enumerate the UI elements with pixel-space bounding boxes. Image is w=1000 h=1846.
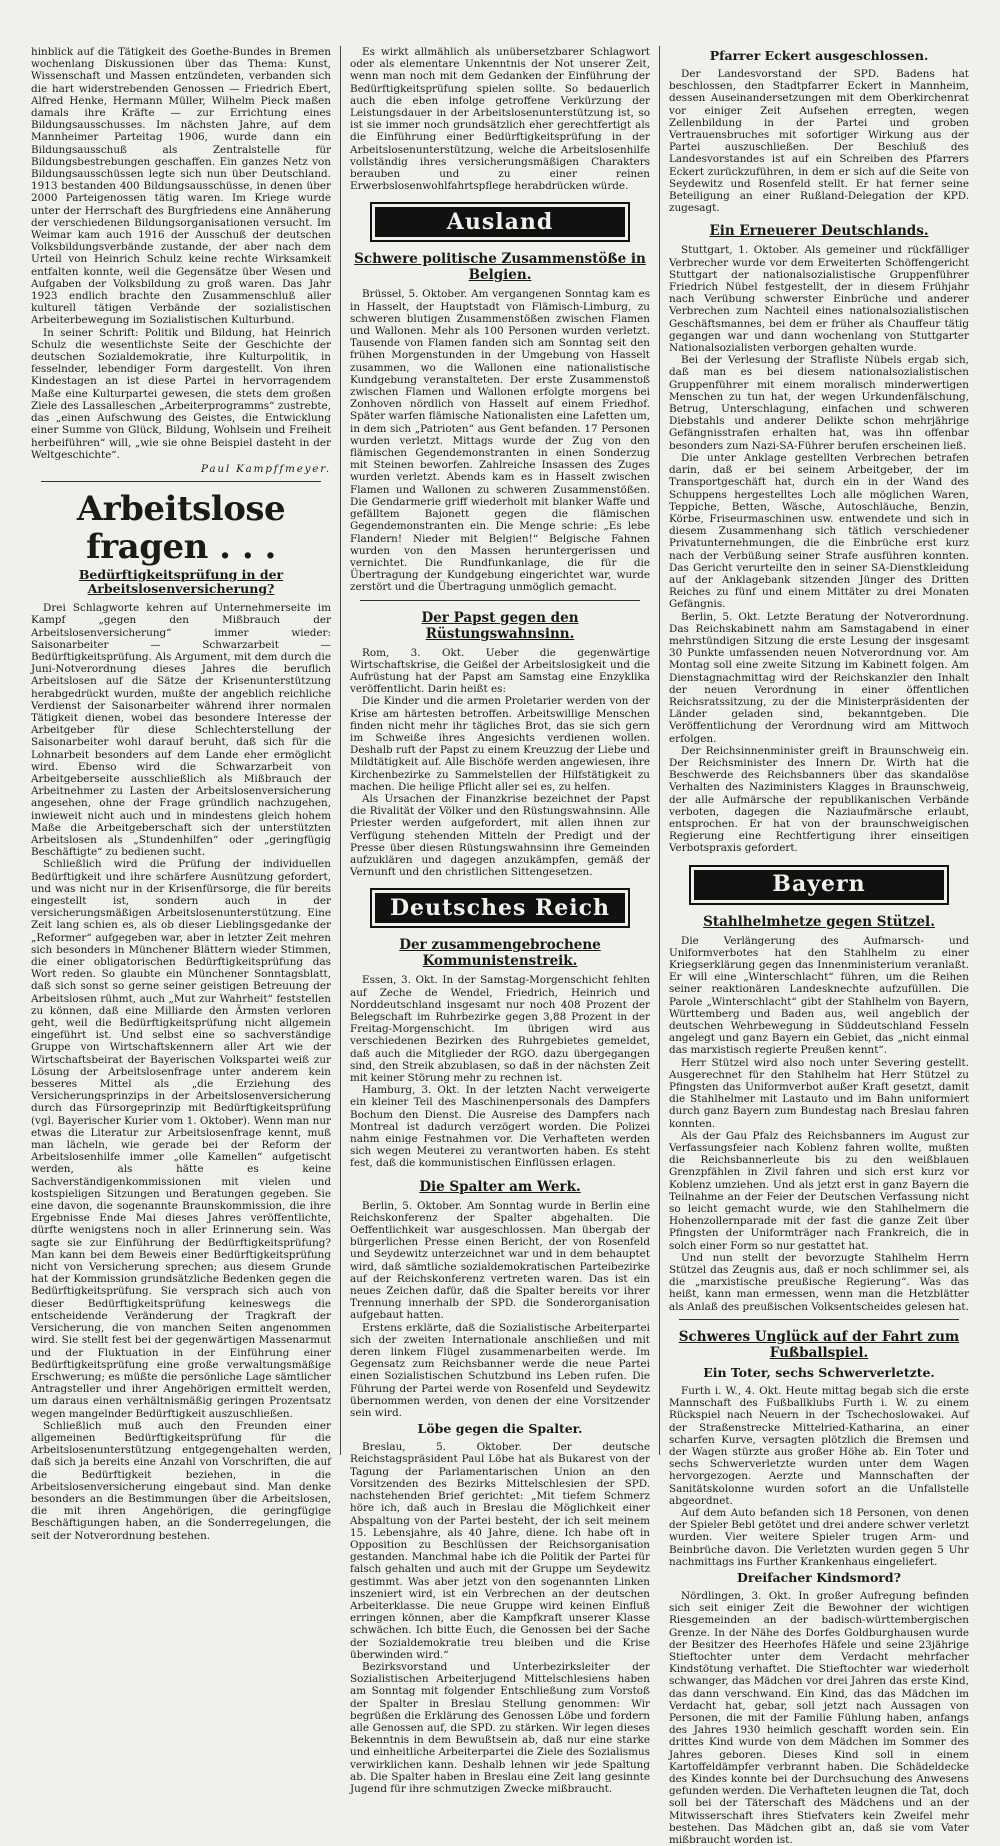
- article-paragraph: Essen, 3. Okt. In der Samstag-Morgenschicht fehlten auf Zeche de Wendel, Friedrich, Heinrich und Norddeutschland insgesamt nur noch 408 Prozent der Belegschaft im Ruhrbezirke gegen 3,88 Prozent in der Freitag-Morgenschicht. Im übrigen wird aus verschiedenen Bezirken des Ruhrgebietes gemeldet, daß auch die Mitglieder der RGO. dazu übergegangen sind, den Streik abzublasen, so daß in der nächsten Zeit mit keiner Störung mehr zu rechnen ist.: [350, 974, 650, 1084]
- divider: [41, 481, 321, 482]
- article-paragraph: Herr Stützel wird also noch unter Severing gestellt. Ausgerechnet für den Stahlhelm hat Herr Stützel zu Pfingsten das Uniformverbot außer Kraft gesetzt, damit die Stahlhelmer mit Lastauto und im Bahn uniformiert durch ganz Bayern zum Bundestag nach Breslau fahren konnten.: [669, 1056, 969, 1130]
- section-banner-ausland: Ausland: [370, 202, 630, 242]
- headline-unglueck: Schweres Unglück auf der Fahrt zum Fußballspiel.: [678, 1328, 960, 1361]
- headline-pfarrer-eckert: Pfarrer Eckert ausgeschlossen.: [709, 48, 929, 63]
- headline-papst: Der Papst gegen den Rüstungswahnsinn.: [421, 609, 579, 642]
- article-paragraph: Breslau, 5. Oktober. Der deutsche Reichstagspräsident Paul Löbe hat als Bukarest von der Tagung der Parlamentarischen Union an den Vorsitzenden des Bezirks Mittelschlesien der SPD. nachstehenden Brief gerichtet: „Mit tiefem Schmerz höre ich, daß auch in Breslau die Möglichkeit einer Abspaltung von der Partei besteht, der ich seit meinem 15. Lebensjahre, als 40 Jahre, diene. Ich habe oft in Opposition zu Beschlüssen der Reichsorganisation gestanden. Manchmal habe ich die Politik der Partei für falsch gehalten und auch mit der Gruppe um Seydewitz gestimmt. Was aber jetzt von den sogenannten Linken inszeniert wird, ist ein Verbrechen an der deutschen Arbeiterklasse. Die neue Gruppe wird keinen Einfluß erringen können, aber die Kampfkraft unserer Klasse schwächen. Ich bitte Euch, die Genossen bei der Sache der Sozialdemokratie treu bleiben und die Krise überwinden wird.“: [350, 1441, 650, 1661]
- article-paragraph: Der Reichsinnenminister greift in Braunschweig ein. Der Reichsminister des Innern Dr. Wirth hat die Beschwerde des Reichsbanners über das skandalöse Verhalten des Naziministers Klagges in Braunschweig, der alle Aufmärsche der republikanischen Verbände verboten, dagegen die Naziaufmärsche erlaubt, entsprochen. Er hat von der braunschweigischen Regierung eine Rechtfertigung ihrer einseitigen Verbotspraxis gefordert.: [669, 744, 969, 855]
- article-paragraph: Bei der Verlesung der Strafliste Nübels ergab sich, daß man es bei diesem nationalsozialistischen Gruppenführer mit einem moralisch minderwertigen Menschen zu tun hat, der wegen Urkundenfälschung, Betrug, Unterschlagung, einfachen und schweren Diebstahls und anderer Delikte schon mehrjährige Gefängnisstrafen erhalten hat, was ihn offenbar besonders zum Nazi-SA-Führer berufen erscheinen ließ.: [669, 354, 969, 452]
- subheadline-beduerftigkeit: Bedürftigkeitsprüfung in der Arbeitslosenversicherung?: [78, 567, 284, 597]
- headline-kommunistenstreik: Der zusammengebrochene Kommunistenstreik.: [399, 937, 601, 970]
- divider: [679, 1319, 959, 1320]
- article-paragraph: Als Ursachen der Finanzkrise bezeichnet der Papst die Rivalität der Völker und den Rüstungswahnsinn. Alle Priester werden aufgefordert, mit allen ihnen zur Verfügung stehenden Mitteln der Predigt und der Presse über diesen Rüstungswahnsinn ihre Gemeinden aufzuklären und dagegen anzukämpfen, gemäß der Vernunft und den christlichen Sittengesetzen.: [350, 792, 650, 879]
- article-paragraph: Die Kinder und die armen Proletarier werden von der Krise am härtesten betroffen. Arbeitswillige Menschen finden nicht mehr ihr tägliches Brot, das sie sich gern im Schweiße ihres Angesichts verdienen wollen. Deshalb ruft der Papst zu einem Kreuzzug der Liebe und Mildtätigkeit auf. Alle Bischöfe werden angewiesen, ihre Kirchenbezirke zu Sammelstellen der Hilfstätigkeit zu machen. Die heilige Pflicht aller sei es, zu helfen.: [350, 695, 650, 793]
- section-banner-bayern: Bayern: [689, 865, 949, 905]
- headline-belgien: Schwere politische Zusammenstöße in Belgien.: [354, 251, 646, 284]
- article-paragraph: Es wirkt allmählich als unübersetzbarer Schlagwort oder als elementare Unkenntnis der Not unserer Zeit, wenn man noch mit dem Gedanken der Einführung der Bedürftigkeitsprüfung spielen sollte. So bedauerlich auch die eben infolge getroffene Verkürzung der Leistungsdauer in der Arbeitslosenunterstützung ist, so ist sie immer noch grundsätzlich eher gerechtfertigt als die Einführung einer Bedürftigkeitsprüfung in der Arbeitslosenunterstützung, welche die Arbeitslosenhilfe vollständig ihres versicherungsmäßigen Charakters berauben und zu einer reinen Erwerbslosenwohlfahrtspflege herabdrücken würde.: [350, 46, 650, 193]
- subheadline-toter: Ein Toter, sechs Schwerverletzte.: [703, 1364, 935, 1380]
- article-paragraph: hinblick auf die Tätigkeit des Goethe-Bundes in Bremen wochenlang Diskussionen über das Thema: Kunst, Wissenschaft und Massen entzündeten, verbanden sich die hart widerstrebenden Genossen — Friedrich Ebert, Alfred Henke, Hermann Müller, Wilhelm Pieck maßen damals ihre Kräfte — zur Errichtung eines Bildungsausschusses. Im nächsten Jahre, auf dem Mannheimer Parteitag 1906, wurde dann ein Bildungsausschuß als Zentralstelle für Bildungsbestrebungen geschaffen. Ein ganzes Netz von Bildungsausschüssen legte sich nun über Deutschland. 1913 bestanden 400 Bildungsausschüsse, in denen über 2000 Parteigenossen tätig waren. Im Kriege wurde unter der Herrschaft des Burgfriedens eine Annäherung der verschiedenen Bildungsorganisationen versucht. Im Weimar kam auch 1916 der Ausschuß der deutschen Volksbildungsverbände zustande, der aber nach dem Urteil von Heinrich Schulz keine rechte Wirksamkeit entfalten konnte, weil die Gegensätze über Wesen und Aufgaben der Volksbildung zu groß waren. Das Jahr 1923 endlich brachte den Zusammenschluß aller kulturell tätigen Verbände der sozialistischen Arbeiterbewegung im Sozialistischen Kulturbund.: [31, 46, 331, 327]
- article-paragraph: In seiner Schrift: Politik und Bildung, hat Heinrich Schulz die wesentlichste Seite der Geschichte der deutschen Sozialdemokratie, ihre Kulturpolitik, in fesselnder, lebendiger Form dargestellt. Von ihren Kindestagen an ist diese Partei in hervorragendem Maße eine Kulturpartei gewesen, die stets dem großen Ziele des Lassalleschen „Arbeiterprogramms“ zustrebte, das „einen Aufschwung des Geistes, die Entwicklung einer Summe von Glück, Bildung, Wohlsein und Freiheit herbeiführen“ will, „wie sie ohne Beispiel dasteht in der Weltgeschichte“.: [31, 326, 331, 461]
- article-paragraph: Die Verlängerung des Aufmarsch- und Uniformverbotes hat den Stahlhelm zu einer Kriegserklärung gegen das Innenministerium veranlaßt. Er will eine „Winterschlacht“ führen, um die Reihen seiner reaktionären Landesknechte aufzufüllen. Die Parole „Winterschlacht“ gibt der Stahlhelm von Bayern, Württemberg und Baden aus, weil angeblich der deutschen Wehrbewegung in Süddeutschland Fesseln angelegt und ganz Bayern ein Gebiet, das „nicht einmal das marxistisch regierte Preußen kennt“.: [669, 934, 969, 1057]
- article-paragraph: Erstens erklärte, daß die Sozialistische Arbeiterpartei sich der zweiten Internationale anschließen und mit deren linkem Flügel zusammenarbeiten werde. Im Gegensatz zum Reichsbanner werde die neue Partei einen Sozialistischen Schutzbund ins Leben rufen. Die Führung der Partei werde von Rosenfeld und Seydewitz übernommen werden, von denen der eine Vorsitzender sein wird.: [350, 1321, 650, 1420]
- headline-spalter: Die Spalter am Werk.: [419, 1178, 581, 1195]
- headline-stahlhelm: Stahlhelmhetze gegen Stützel.: [703, 913, 935, 930]
- column-grid: [22, 46, 978, 1846]
- headline-loebe: Löbe gegen die Spalter.: [417, 1421, 583, 1437]
- headline-kindsmord: Dreifacher Kindsmord?: [737, 1569, 901, 1585]
- column-left: [22, 46, 340, 1542]
- divider: [360, 600, 640, 601]
- article-paragraph: Als der Gau Pfalz des Reichsbanners im August zur Verfassungsfeier nach Koblenz fahren wollte, mußten die Reichsbannerleute bis zu den weißblauen Grenzpfählen in Zivil fahren und sich erst kurz vor Koblenz umziehen. Und als jetzt erst in ganz Bayern die Teilnahme an der Feier der Deutschen Verfassung nicht so leicht gemacht wurde, wie den Stahlhelmern die Hohenzollernparade mit der fast die ganze Zeit über Pfingsten der Uniformträger nach Frankreich, die in solch einer Form so nur gestattet hat.: [669, 1129, 969, 1252]
- article-paragraph: Drei Schlagworte kehren auf Unternehmerseite im Kampf „gegen den Mißbrauch der Arbeitslosenversicherung“ immer wieder: Saisonarbeiter — Schwarzarbeit — Bedürftigkeitsprüfung. Als Argument, mit dem durch die Juni-Notverordnung dieses Jahres die beruflich Arbeitslosen auf die Sätze der Krisenunterstützung herabgedrückt wurden, mußte der angeblich reichliche Verdienst der Saisonarbeiter während ihrer normalen Tätigkeit dienen, wobei das besondere Interesse der Arbeitgeber für diese Schlechterstellung der Saisonarbeiter wohl darauf beruht, daß sich für die Lohnarbeit besonders auf dem Lande eher ermöglicht wird. Ebenso wird die Schwarzarbeit von Arbeitgeberseite ausschließlich als Mißbrauch der Arbeitnehmer zu Lasten der Arbeitslosenversicherung angesehen, ohne der Frage gründlich nachzugehen, inwieweit nicht auch und in mindestens gleich hohem Maße die Arbeitgeberschaft sich der unterstützten Arbeitslosen als „Stundenhilfen“ oder „geringfügig Beschäftigte“ zu bedienen sucht.: [31, 602, 331, 859]
- article-paragraph: Auf dem Auto befanden sich 18 Personen, von denen der Spieler Bebl getötet und drei andere schwer verletzt wurden. Vier weitere Spieler trugen Arm- und Beinbrüche davon. Die Verletzten wurden gegen 5 Uhr nachmittags ins Further Krankenhaus eingeliefert.: [669, 1506, 969, 1568]
- article-paragraph: Der Landesvorstand der SPD. Badens hat beschlossen, den Stadtpfarrer Eckert in Mannheim, dessen Auseinandersetzungen mit dem Oberkirchenrat vor einiger Zeit Aufsehen erregten, wegen Zellenbildung in der Partei und groben Vertrauensbruches mit sofortiger Wirkung aus der Partei auszuschließen. Der Beschluß des Landesvorstandes ist auf ein Schreiben des Pfarrers Eckert zurückzuführen, in dem er sich auf die Seite von Seydewitz und Rosenfeld stellt. Er hat ferner seine Beteiligung an einer Rußland-Delegation der KPD. zugesagt.: [669, 68, 969, 215]
- article-paragraph: Brüssel, 5. Oktober. Am vergangenen Sonntag kam es in Hasselt, der Hauptstadt von Flämisch-Limburg, zu schweren blutigen Zusammenstößen zwischen Flamen und Wallonen. Mehr als 100 Personen wurden verletzt. Tausende von Flamen fanden sich am Sonntag seit den frühen Morgenstunden in der Umgebung von Hasselt zusammen, wo die Wallonen eine nationalistische Kundgebung veranstalteten. Der erste Zusammenstoß zwischen Flamen und Wallonen erfolgte morgens bei Zonhoven nördlich von Hasselt auf einem Friedhof. Später warfen flämische Nationalisten eine Lafetten um, in dem sich „Patrioten“ aus Gent befanden. 17 Personen wurden verletzt. Mittags wurde der Zug von den flämischen Gegendemonstranten in einen Sonderzug mit Steinen beworfen. Zahlreiche Insassen des Zuges wurden verletzt. Abends kam es in Hasselt zwischen Flamen und Wallonen zu schweren Zusammenstößen. Die Gendarmerie griff wiederholt mit blanker Waffe und gefälltem Bajonett gegen die flämischen Gegendemonstranten ein. Die Menge schrie: „Es lebe Flandern! Nieder mit Belgien!“ Belgische Fahnen wurden von den Massen heruntergerissen und vernichtet. Die Rundfunkanlage, die für die Übertragung der Kundgebung eingerichtet war, wurde zerstört und die Übertragung unmöglich gemacht.: [350, 288, 650, 594]
- article-paragraph: Nördlingen, 3. Okt. In großer Aufregung befinden sich seit einiger Zeit die Bewohner der wichtigen Riesgemeinden an der badisch-württembergischen Grenze. In der Nähe des Dorfes Goldburghausen wurde der Besitzer des Heerhofes Häfele und seine 23jährige Stieftochter unter dem Verdacht mehrfacher Kindstötung verhaftet. Die Stieftochter war wiederholt schwanger, das Mädchen vor drei Jahren das erste Kind, das dann verschwand. Ein Kind, das das Mädchen im Verdacht hat, gebar, soll jetzt nach Aussagen von Personen, die mit der Familie Fühlung haben, anfangs des Jahres 1930 heimlich geschafft worden sein. Ein drittes Kind wurde von dem Mädchen im Sommer des Jahres geboren. Dieses Kind soll in einem Kartoffeldämpfer verbrannt haben. Die Schädeldecke des Kindes konnte bei der Durchsuchung des Anwesens gefunden werden. Die Verhafteten leugnen die Tat, doch soll bei der Täterschaft des Mädchens und an der Mitwisserschaft ihres Stiefvaters kein Zweifel mehr bestehen. Das Mädchen gibt an, daß sie vom Vater mißbraucht worden ist.: [669, 1589, 969, 1846]
- article-paragraph: Rom, 3. Okt. Ueber die gegenwärtige Wirtschaftskrise, die Geißel der Arbeitslosigkeit und die Aufrüstung hat der Papst am Samstag eine Enzyklika veröffentlicht. Darin heißt es:: [350, 646, 650, 696]
- headline-arbeitslose: Arbeitslose fragen . . .: [76, 489, 286, 568]
- column-right: [659, 46, 978, 1846]
- article-paragraph: Die unter Anklage gestellten Verbrechen betrafen darin, daß er bei seinem Arbeitgeber, der im Transportgeschäft hat, durch ein in der Wand des Schuppens hergestelltes Loch alle möglichen Waren, Teppiche, Betten, Wäsche, Autoschläuche, Benzin, Körbe, Friseurmaschinen usw. entwendete und sich in diesem Zusammenhang sich tätlich verschiedener Privatunternehmungen, die die Einbrüche erst kurz nach der Verbüßung seiner Strafe ausführen konnten. Das Gericht verurteilte den in seiner SA-Dienstkleidung auf der Anklagebank sitzenden Jünger des Dritten Reiches zu fünf und einem Mittäter zu drei Monaten Gefängnis.: [669, 451, 969, 611]
- article-paragraph: Berlin, 5. Oktober. Am Sonntag wurde in Berlin eine Reichskonferenz der Spalter abgehalten. Die Oeffentlichkeit war ausgeschlossen. Man übergab der bürgerlichen Presse einen Bericht, der von Rosenfeld und Seydewitz unterzeichnet war und in dem behauptet wird, daß sämtliche sozialdemokratischen Parteibezirke auf der Reichskonferenz vertreten waren. Das ist ein neues Zeichen dafür, daß die Spalter bereits vor ihrer Trennung innerhalb der SPD. die Sonderorganisation aufgebaut hatten.: [350, 1199, 650, 1322]
- article-paragraph: Schließlich wird die Prüfung der individuellen Bedürftigkeit und ihre schärfere Ausnützung gefordert, und was nicht nur in der Krisenfürsorge, die für bereits eingestellt ist, sondern auch in der versicherungsmäßigen Arbeitslosenunterstützung. Eine Zeit lang schien es, als ob dieser Lieblingsgedanke der „Reformer“ aufgegeben war, aber in letzter Zeit mehren sich besonders in Münchener Blättern wieder Stimmen, die einer obligatorischen Bedürftigkeitsprüfung das Wort reden. So glaubte ein Münchener Sonntagsblatt, daß sich sonst so gerne seiner geistigen Betreuung der Arbeitslosen rühmt, auch „Mut zur Wahrheit“ feststellen zu können, daß eine Milliarde den Ärmsten verloren geht, weil die Bedürftigkeitsprüfung nicht allgemein eingeführt ist. Und selbst eine so sachverständige Gruppe von Wirtschaftskennern aller Art wie der Wirtschaftsbeirat der Bayerischen Volkspartei weiß zur Lösung der Arbeitslosenfrage unter anderem kein besseres Mittel als „die Erziehung des Versicherungsprinzips in der Arbeitslosenversicherung durch das Fürsorgeprinzip mit Bedürftigkeitsprüfung (vgl. Bayerischer Kurier vom 1. Oktober). Wenn man nur etwas die Literatur zur Arbeitslosenfrage kennt, muß man lächeln, wie gerade bei der Reform der Arbeitslosenhilfe immer „olle Kamellen“ aufgetischt werden, als hätte es keine Sachverständigenkommissionen mit vielen und kostspieligen Sitzungen und Beratungen gegeben. Sie eine davon, die sogenannte Braunskommission, die ihre Ergebnisse Ende Mai dieses Jahres veröffentlichte, dürfte wenigstens noch in aller Erinnerung sein. Was sagte sie zur Einführung der Bedürftigkeitsprüfung? Man kann bei dem Beweis einer Bedürftigkeitsprüfung nicht von Versicherung sprechen; aus diesem Grunde hat der Kommission grundsätzliche Bedenken gegen die Bedürftigkeitsprüfung. Sie versprach sich auch von dieser Bedürftigkeitsprüfung keineswegs die entscheidende Veränderung der Tragkraft der Versicherung, die von manchen Seiten angenommen wird. Sie stellt fest bei der gegenwärtigen Massenarmut und der Fluktuation in der Einführung einer Bedürftigkeitsprüfung eine große verwaltungsmäßige Erschwerung; es müßte die persönliche Lage sämtlicher Antragsteller und ihrer Angehörigen ermittelt werden, um daraus einen verhältnismäßig geringen Prozentsatz wegen mangelnder Bedürftigkeit auszuschließen.: [31, 858, 331, 1420]
- author-byline: Paul Kampffmeyer.: [201, 462, 331, 475]
- article-paragraph: Bezirksvorstand und Unterbezirksleiter der Sozialistischen Arbeiterjugend Mittelschlesiens haben am Sonntag mit folgender Entschließung zum Vorstoß der Spalter in Breslau Stellung genommen: Wir begrüßen die Erklärung des Genossen Löbe und fordern alle Genossen auf, die SPD. zu stärken. Wir legen dieses Bekenntnis in dem Bewußtsein ab, daß nur eine starke und einheitliche Arbeiterpartei die Ziele des Sozialismus verwirklichen kann. Deshalb lehnen wir jede Spaltung ab. Die Spalter haben in Breslau eine Zeit lang gesinnte Jugend für ihre schmutzigen Zwecke mißbraucht.: [350, 1660, 650, 1795]
- article-paragraph: Furth i. W., 4. Okt. Heute mittag begab sich die erste Mannschaft des Fußballklubs Furth i. W. zu einem Rückspiel nach Neuern in der Tschechoslowakei. Auf der Straßenstrecke Mittelried-Katharina, an einer scharfen Kurve, versagten plötzlich die Bremsen und der Wagen stürzte aus großer Höhe ab. Ein Toter und sechs Schwerverletzte wurden unter dem Wagen hervorgezogen. Aerzte und Mannschaften der Sanitätskolonne wurden sofort an die Unfallstelle abgeordnet.: [669, 1384, 969, 1507]
- article-paragraph: Und nun stellt der bevorzugte Stahlhelm Herrn Stützel das Zeugnis aus, daß er noch schlimmer sei, als die „marxistische preußische Regierung“. Was das heißt, kann man ermessen, wenn man die Hetzblätter als Anlaß des preußischen Volksentscheides gelesen hat.: [669, 1251, 969, 1313]
- section-banner-deutsches-reich: Deutsches Reich: [370, 888, 630, 928]
- headline-erneuerer: Ein Erneuerer Deutschlands.: [709, 223, 929, 240]
- article-paragraph: Berlin, 5. Okt. Letzte Beratung der Notverordnung. Das Reichskabinett nahm am Samstagabend in einer mehrstündigen Sitzung die erste Lesung der insgesamt 30 Punkte umfassenden neuen Notverordnung vor. Am Montag soll eine zweite Sitzung im Kabinett folgen. Am Dienstagnachmittag wird der Reichskanzler den Inhalt der neuen Verordnung in einer öffentlichen Reichsratssitzung, zu der die Ministerpräsidenten der Länder geladen sind, bekanntgeben. Die Veröffentlichung der Verordnung wird am Mittwoch erfolgen.: [669, 610, 969, 745]
- article-paragraph: Schließlich muß auch den Freunden einer allgemeinen Bedürftigkeitsprüfung für die Arbeitslosenunterstützung entgegengehalten werden, daß sich ja bereits eine Anzahl von Vorschriften, die auf die Bedürftigkeit beziehen, in die Arbeitslosenversicherung eingebaut sind. Man denke besonders an die Bestimmungen über die Arbeitslosen, die mit ihren Angehörigen, die geringfügige Beschäftigungen haben, an die Sonderregelungen, die seit der Notverordnung bestehen.: [31, 1419, 331, 1542]
- article-paragraph: Stuttgart, 1. Oktober. Als gemeiner und rückfälliger Verbrecher wurde vor dem Erweiterten Schöffengericht Stuttgart der nationalsozialistische Gruppenführer Friedrich Nübel festgestellt, der in diesem Frühjahr nach Verübung schwerster Einbrüche und anderer Verbrechen zum Nachteil eines nationalsozialistischen Geschäftsmannes, bei dem er früher als Chauffeur tätig gegangen war und dann wochenlang von Stuttgarter Nationalsozialisten verborgen gehalten wurde.: [669, 244, 969, 355]
- column-middle: [340, 46, 659, 1795]
- article-paragraph: Hamburg, 3. Okt. In der letzten Nacht verweigerte ein kleiner Teil des Maschinenpersonals des Dampfers Bochum den Dienst. Die Ausreise des Dampfers nach Montreal ist dadurch verzögert worden. Die Polizei nahm einige Festnahmen vor. Die Verhafteten werden sich wegen Meuterei zu verantworten haben. Es steht fest, daß die kommunistischen Einflüssen erlagen.: [350, 1084, 650, 1170]
